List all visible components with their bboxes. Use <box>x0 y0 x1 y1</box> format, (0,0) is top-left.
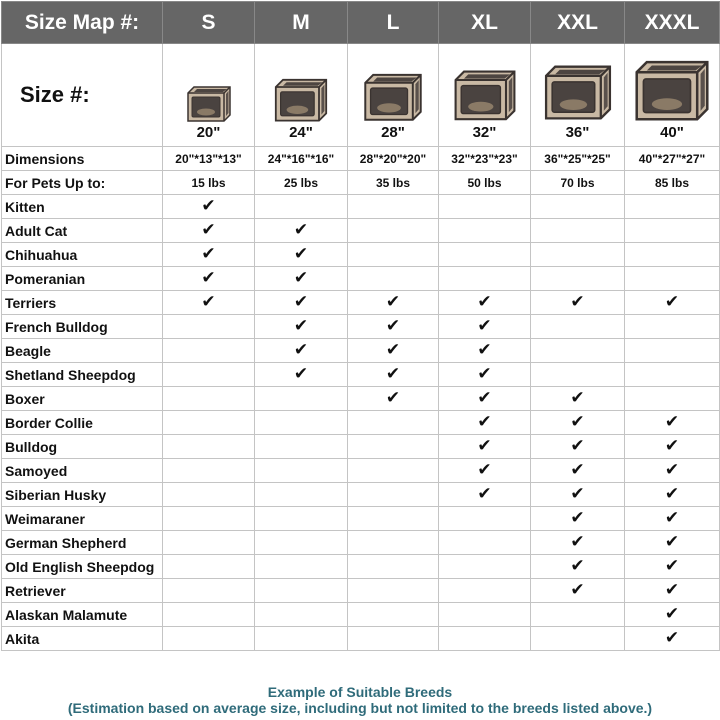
weight-row <box>2 171 720 195</box>
fit-cell-xxxl <box>625 627 720 651</box>
fit-cell-xxl <box>531 219 625 243</box>
breed-name: Boxer <box>2 387 163 411</box>
fit-cell-s <box>163 387 255 411</box>
fit-cell-l <box>348 507 439 531</box>
breed-name: Old English Sheepdog <box>2 555 163 579</box>
fit-cell-l <box>348 387 439 411</box>
fit-cell-xxxl <box>625 195 720 219</box>
fit-cell-m <box>255 363 348 387</box>
checkmark-icon: ✔ <box>385 363 401 384</box>
fit-cell-xxxl <box>625 267 720 291</box>
fit-cell-s <box>163 195 255 219</box>
fit-cell-xxxl <box>625 483 720 507</box>
checkmark-icon: ✔ <box>477 435 492 456</box>
breed-row <box>2 411 720 435</box>
checkmark-icon: ✔ <box>664 603 680 624</box>
size-header-s: S <box>163 2 255 44</box>
fit-cell-xxxl <box>625 339 720 363</box>
breed-row <box>2 339 720 363</box>
crate-cell <box>255 44 348 147</box>
fit-cell-l <box>348 555 439 579</box>
fit-cell-xxl <box>531 531 625 555</box>
breed-row <box>2 243 720 267</box>
checkmark-icon: ✔ <box>477 315 492 336</box>
fit-cell-xl <box>439 339 531 363</box>
dimension-value: 24"*16"*16" <box>255 147 348 171</box>
fit-cell-m <box>255 411 348 435</box>
fit-cell-xl <box>439 219 531 243</box>
fit-cell-l <box>348 363 439 387</box>
checkmark-icon: ✔ <box>385 339 401 360</box>
fit-cell-l <box>348 435 439 459</box>
dimension-value: 28"*20"*20" <box>348 147 439 171</box>
checkmark-icon: ✔ <box>664 411 680 432</box>
crate-inch-label: 20" <box>196 124 221 141</box>
weight-value: 50 lbs <box>439 171 531 195</box>
fit-cell-xxxl <box>625 435 720 459</box>
fit-cell-m <box>255 531 348 555</box>
checkmark-icon: ✔ <box>477 483 492 504</box>
size-header-xxxl: XXXL <box>625 2 720 44</box>
fit-cell-m <box>255 603 348 627</box>
checkmark-icon: ✔ <box>201 219 216 240</box>
checkmark-icon: ✔ <box>570 507 585 528</box>
fit-cell-xxl <box>531 627 625 651</box>
checkmark-icon: ✔ <box>477 339 492 360</box>
fit-cell-xxl <box>531 603 625 627</box>
checkmark-icon: ✔ <box>201 291 216 312</box>
fit-cell-s <box>163 243 255 267</box>
fit-cell-s <box>163 339 255 363</box>
fit-cell-xxxl <box>625 411 720 435</box>
fit-cell-s <box>163 435 255 459</box>
footer-title: Example of Suitable Breeds <box>267 684 453 700</box>
weight-value: 25 lbs <box>255 171 348 195</box>
fit-cell-s <box>163 579 255 603</box>
crate-inch-label: 24" <box>289 124 313 141</box>
fit-cell-xxl <box>531 411 625 435</box>
fit-cell-m <box>255 435 348 459</box>
breed-row <box>2 459 720 483</box>
size-chart-table <box>1 1 720 651</box>
crate-inch-label: 40" <box>660 124 684 141</box>
fit-cell-xl <box>439 267 531 291</box>
fit-cell-m <box>255 507 348 531</box>
fit-cell-xl <box>439 459 531 483</box>
crate-cell <box>163 44 255 147</box>
fit-cell-xxxl <box>625 555 720 579</box>
fit-cell-xl <box>439 243 531 267</box>
fit-cell-xxl <box>531 195 625 219</box>
weight-value: 35 lbs <box>348 171 439 195</box>
checkmark-icon: ✔ <box>477 387 492 408</box>
checkmark-icon: ✔ <box>570 411 585 432</box>
fit-cell-l <box>348 483 439 507</box>
dimension-value: 32"*23"*23" <box>439 147 531 171</box>
fit-cell-s <box>163 219 255 243</box>
fit-cell-xxl <box>531 363 625 387</box>
breed-name: Bulldog <box>2 435 163 459</box>
fit-cell-l <box>348 339 439 363</box>
fit-cell-xl <box>439 387 531 411</box>
checkmark-icon: ✔ <box>385 315 401 336</box>
crate-icon <box>271 76 331 122</box>
checkmark-icon: ✔ <box>293 315 309 336</box>
fit-cell-xxl <box>531 387 625 411</box>
breed-name: Shetland Sheepdog <box>2 363 163 387</box>
checkmark-icon: ✔ <box>664 435 680 456</box>
dimensions-row <box>2 147 720 171</box>
fit-cell-m <box>255 291 348 315</box>
fit-cell-xxxl <box>625 243 720 267</box>
checkmark-icon: ✔ <box>293 291 309 312</box>
fit-cell-s <box>163 315 255 339</box>
breed-row <box>2 555 720 579</box>
checkmark-icon: ✔ <box>664 531 680 552</box>
fit-cell-xxxl <box>625 579 720 603</box>
fit-cell-xxl <box>531 267 625 291</box>
fit-cell-xxl <box>531 579 625 603</box>
crate-inch-label: 36" <box>565 124 590 141</box>
footer-disclaimer: (Estimation based on average size, including but not limited to the breeds listed above.) <box>67 700 653 716</box>
breed-name: Samoyed <box>2 459 163 483</box>
crate-inch-label: 28" <box>381 124 405 141</box>
checkmark-icon: ✔ <box>570 579 585 600</box>
checkmark-icon: ✔ <box>664 627 680 648</box>
fit-cell-xxl <box>531 507 625 531</box>
checkmark-icon: ✔ <box>570 387 585 408</box>
fit-cell-m <box>255 195 348 219</box>
size-map-header-row <box>2 2 720 44</box>
fit-cell-xxxl <box>625 603 720 627</box>
fit-cell-m <box>255 579 348 603</box>
size-header-xl: XL <box>439 2 531 44</box>
crate-icon <box>184 84 234 122</box>
fit-cell-xxxl <box>625 531 720 555</box>
breed-name: Kitten <box>2 195 163 219</box>
checkmark-icon: ✔ <box>293 339 309 360</box>
fit-cell-xxl <box>531 459 625 483</box>
fit-cell-l <box>348 411 439 435</box>
size-map-label: Size Map #: <box>2 2 163 44</box>
checkmark-icon: ✔ <box>293 267 309 288</box>
weight-value: 70 lbs <box>531 171 625 195</box>
checkmark-icon: ✔ <box>477 291 492 312</box>
fit-cell-xl <box>439 483 531 507</box>
fit-cell-xxl <box>531 483 625 507</box>
checkmark-icon: ✔ <box>201 243 216 264</box>
fit-cell-s <box>163 411 255 435</box>
breed-name: Akita <box>2 627 163 651</box>
checkmark-icon: ✔ <box>477 459 492 480</box>
checkmark-icon: ✔ <box>385 291 401 312</box>
fit-cell-l <box>348 267 439 291</box>
fit-cell-l <box>348 291 439 315</box>
checkmark-icon: ✔ <box>664 555 680 576</box>
checkmark-icon: ✔ <box>664 459 680 480</box>
breed-row <box>2 291 720 315</box>
fit-cell-xl <box>439 531 531 555</box>
fit-cell-l <box>348 603 439 627</box>
fit-cell-xl <box>439 579 531 603</box>
breed-row <box>2 195 720 219</box>
breed-name: Beagle <box>2 339 163 363</box>
crate-cell <box>439 44 531 147</box>
fit-cell-xxxl <box>625 459 720 483</box>
fit-cell-l <box>348 219 439 243</box>
fit-cell-s <box>163 603 255 627</box>
crate-cell <box>531 44 625 147</box>
fit-cell-m <box>255 627 348 651</box>
fit-cell-xxxl <box>625 219 720 243</box>
crate-image-row <box>2 44 720 147</box>
dimension-value: 20"*13"*13" <box>163 147 255 171</box>
fit-cell-s <box>163 291 255 315</box>
breed-name: Chihuahua <box>2 243 163 267</box>
breed-row <box>2 603 720 627</box>
fit-cell-xl <box>439 603 531 627</box>
checkmark-icon: ✔ <box>664 579 680 600</box>
size-header-l: L <box>348 2 439 44</box>
fit-cell-s <box>163 627 255 651</box>
fit-cell-m <box>255 315 348 339</box>
fit-cell-m <box>255 459 348 483</box>
fit-cell-s <box>163 459 255 483</box>
checkmark-icon: ✔ <box>570 291 585 312</box>
breed-name: German Shepherd <box>2 531 163 555</box>
fit-cell-xxl <box>531 315 625 339</box>
checkmark-icon: ✔ <box>570 531 585 552</box>
fit-cell-l <box>348 195 439 219</box>
fit-cell-xxl <box>531 243 625 267</box>
checkmark-icon: ✔ <box>664 291 680 312</box>
fit-cell-m <box>255 387 348 411</box>
fit-cell-xxl <box>531 555 625 579</box>
breed-name: Adult Cat <box>2 219 163 243</box>
fit-cell-l <box>348 627 439 651</box>
fit-cell-xl <box>439 627 531 651</box>
fit-cell-xl <box>439 291 531 315</box>
breed-row <box>2 507 720 531</box>
fit-cell-m <box>255 339 348 363</box>
breed-name: Terriers <box>2 291 163 315</box>
breed-name: Weimaraner <box>2 507 163 531</box>
fit-cell-xl <box>439 315 531 339</box>
breed-name: Pomeranian <box>2 267 163 291</box>
fit-cell-s <box>163 507 255 531</box>
fit-cell-l <box>348 579 439 603</box>
fit-cell-xl <box>439 363 531 387</box>
checkmark-icon: ✔ <box>570 483 585 504</box>
crate-icon <box>540 60 616 122</box>
fit-cell-xl <box>439 507 531 531</box>
fit-cell-xl <box>439 411 531 435</box>
size-header-xxl: XXL <box>531 2 625 44</box>
fit-cell-xxl <box>531 291 625 315</box>
fit-cell-m <box>255 219 348 243</box>
breed-row <box>2 435 720 459</box>
fit-cell-xxxl <box>625 387 720 411</box>
checkmark-icon: ✔ <box>664 507 680 528</box>
weight-value: 85 lbs <box>625 171 720 195</box>
breed-name: French Bulldog <box>2 315 163 339</box>
breed-row <box>2 363 720 387</box>
dimensions-label: Dimensions <box>2 147 163 171</box>
fit-cell-xxxl <box>625 291 720 315</box>
footer-note <box>0 684 720 717</box>
fit-cell-m <box>255 267 348 291</box>
breed-row <box>2 579 720 603</box>
fit-cell-l <box>348 531 439 555</box>
crate-inch-label: 32" <box>472 124 497 141</box>
weight-value: 15 lbs <box>163 171 255 195</box>
breed-row <box>2 483 720 507</box>
fit-cell-xxl <box>531 435 625 459</box>
weight-label: For Pets Up to: <box>2 171 163 195</box>
breed-row <box>2 267 720 291</box>
checkmark-icon: ✔ <box>477 363 492 384</box>
fit-cell-l <box>348 315 439 339</box>
fit-cell-l <box>348 459 439 483</box>
breed-row <box>2 531 720 555</box>
fit-cell-xl <box>439 435 531 459</box>
size-number-label: Size #: <box>2 44 163 147</box>
breed-row <box>2 315 720 339</box>
breed-row <box>2 387 720 411</box>
fit-cell-xl <box>439 555 531 579</box>
checkmark-icon: ✔ <box>293 219 309 240</box>
crate-cell <box>348 44 439 147</box>
fit-cell-m <box>255 243 348 267</box>
fit-cell-s <box>163 555 255 579</box>
checkmark-icon: ✔ <box>570 459 585 480</box>
checkmark-icon: ✔ <box>664 483 680 504</box>
fit-cell-xxxl <box>625 315 720 339</box>
checkmark-icon: ✔ <box>477 411 492 432</box>
checkmark-icon: ✔ <box>385 387 401 408</box>
fit-cell-s <box>163 363 255 387</box>
checkmark-icon: ✔ <box>293 243 309 264</box>
dimension-value: 36"*25"*25" <box>531 147 625 171</box>
crate-icon <box>450 66 520 122</box>
crate-icon <box>630 56 714 122</box>
checkmark-icon: ✔ <box>570 435 585 456</box>
fit-cell-xl <box>439 195 531 219</box>
checkmark-icon: ✔ <box>570 555 585 576</box>
breed-name: Border Collie <box>2 411 163 435</box>
fit-cell-m <box>255 555 348 579</box>
breed-row <box>2 219 720 243</box>
size-header-m: M <box>255 2 348 44</box>
crate-icon <box>360 70 426 122</box>
breed-name: Alaskan Malamute <box>2 603 163 627</box>
breed-name: Retriever <box>2 579 163 603</box>
fit-cell-xxxl <box>625 507 720 531</box>
fit-cell-m <box>255 483 348 507</box>
fit-cell-xxxl <box>625 363 720 387</box>
breed-name: Siberian Husky <box>2 483 163 507</box>
checkmark-icon: ✔ <box>201 267 216 288</box>
breed-row <box>2 627 720 651</box>
fit-cell-xxl <box>531 339 625 363</box>
fit-cell-s <box>163 267 255 291</box>
checkmark-icon: ✔ <box>293 363 309 384</box>
fit-cell-l <box>348 243 439 267</box>
dimension-value: 40"*27"*27" <box>625 147 720 171</box>
crate-cell <box>625 44 720 147</box>
fit-cell-s <box>163 531 255 555</box>
fit-cell-s <box>163 483 255 507</box>
checkmark-icon: ✔ <box>201 195 216 216</box>
